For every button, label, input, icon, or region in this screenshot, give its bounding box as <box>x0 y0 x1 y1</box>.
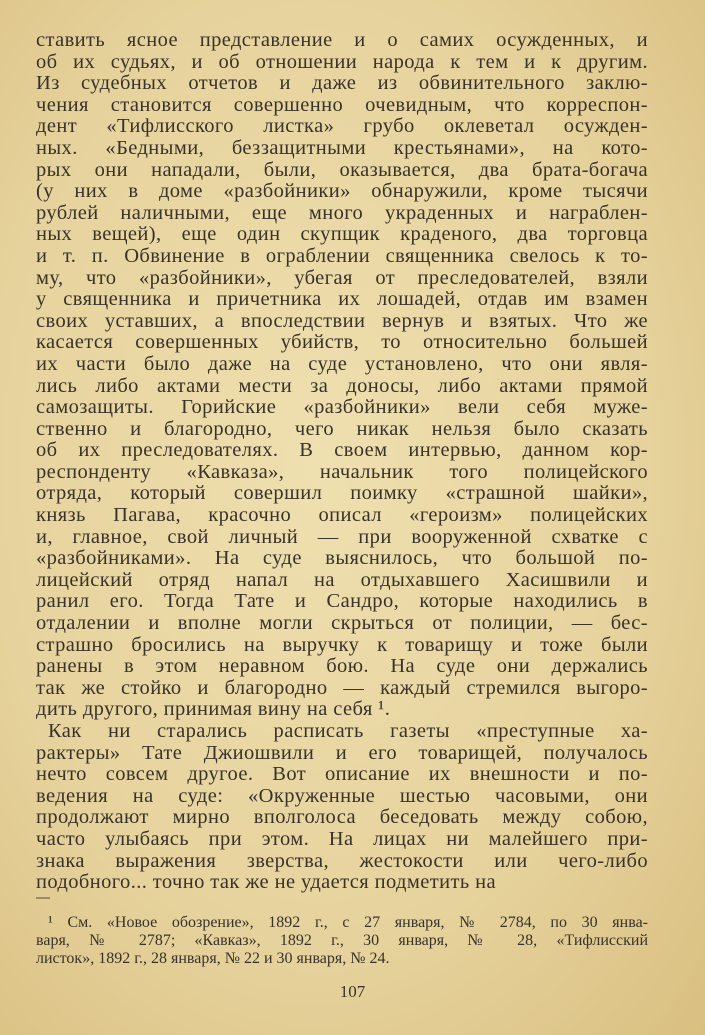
text-line: отдалении и вполне могли скрыться от полиции, — бес- <box>36 612 648 635</box>
text-line: дить другого, принимая вину на себя ¹. <box>36 698 391 721</box>
text-line: (у них в доме «разбойники» обнаружили, кроме тысячи <box>36 180 648 203</box>
text-line: их части было даже на суде установлено, что они явля- <box>36 352 648 375</box>
footnotes <box>36 914 648 968</box>
text-line: ных. «Бедными, беззащитными крестьянами», на кото- <box>36 136 648 159</box>
text-line: об их преследователях. В своем интервью, данном кор- <box>36 439 648 462</box>
page-number: 107 <box>339 982 366 1001</box>
body-text <box>36 30 648 894</box>
text-line: продолжают мирно вполголоса беседовать между собою, <box>36 806 648 829</box>
text-line: у священника и причетника их лошадей, отдав им взамен <box>36 288 648 311</box>
text-line: подобного... точно так же не удается подметить на <box>36 871 496 894</box>
text-line: об их судьях, и об отношении народа к тем и к другим. <box>36 50 648 73</box>
text-line: князь Пагава, красочно описал «героизм» полицейских <box>36 504 648 527</box>
text-line: и т. п. Обвинение в ограблении священника свелось к то- <box>36 244 648 267</box>
text-line: рых они нападали, были, оказывается, два брата-богача <box>36 158 648 181</box>
text-line: нечто совсем другое. Вот описание их внешности и по- <box>36 763 648 786</box>
text-line: лись либо актами мести за доносы, либо актами прямой <box>36 374 648 397</box>
text-line: му, что «разбойники», убегая от преследователей, взяли <box>36 266 648 289</box>
text-line: самозащиты. Горийские «разбойники» вели себя муже- <box>36 396 648 419</box>
text-line: ственно и благородно, чего никак нельзя было сказать <box>36 417 648 440</box>
text-line: знака выражения зверства, жестокости или чего-либо <box>36 849 648 872</box>
footnote-separator <box>36 897 50 899</box>
text-line: Из судебных отчетов и даже из обвинительного заклю- <box>36 72 648 95</box>
text-line: чения становится совершенно очевидным, что корреспон- <box>36 93 648 116</box>
text-line: респонденту «Кавказа», начальник того полицейского <box>36 460 648 483</box>
text-line: касается совершенных убийств, то относительно большей <box>36 331 648 354</box>
text-line: рактеры» Тате Джиошвили и его товарищей, получалось <box>36 741 648 764</box>
text-line: отряда, который совершил поимку «страшной шайки», <box>36 482 648 505</box>
text-line: ведения на суде: «Окруженные шестью часовыми, они <box>36 784 648 807</box>
text-line: «разбойниками». На суде выяснилось, что большой по- <box>36 547 648 570</box>
text-line: страшно бросились на выручку к товарищу и тоже были <box>36 633 648 656</box>
text-line: ных вещей), еще один скупщик краденого, два торговца <box>36 223 648 246</box>
text-line: ставить ясное представление и о самих осужденных, и <box>36 29 648 51</box>
text-line: лицейский отряд напал на отдыхавшего Хасишвили и <box>36 568 648 591</box>
footnote-line: ¹ См. «Новое обозрение», 1892 г., с 27 января, № 2784, по 30 янва- <box>48 914 648 931</box>
text-line: своих уставших, а впоследствии вернув и взятых. Что же <box>36 309 648 332</box>
text-line: ранил его. Тогда Тате и Сандро, которые находились в <box>36 590 648 613</box>
footnote-line: варя, № 2787; «Кавказ», 1892 г., 30 января, № 28, «Тифлисский <box>36 932 648 949</box>
text-line: рублей наличными, еще много украденных и награблен- <box>36 201 648 224</box>
text-line: так же стойко и благородно — каждый стремился выгоро- <box>36 676 648 699</box>
text-line: и, главное, свой личный — при вооруженной схватке с <box>36 525 648 548</box>
footnote-line: листок», 1892 г., 28 января, № 22 и 30 января, № 24. <box>36 950 390 967</box>
text-line: ранены в этом неравном бою. На суде они держались <box>36 655 648 678</box>
text-line: Как ни старались расписать газеты «преступные ха- <box>48 720 648 742</box>
text-line: часто улыбаясь при этом. На лицах ни малейшего при- <box>36 827 648 850</box>
text-line: дент «Тифлисского листка» грубо оклеветал осужден- <box>36 115 648 138</box>
